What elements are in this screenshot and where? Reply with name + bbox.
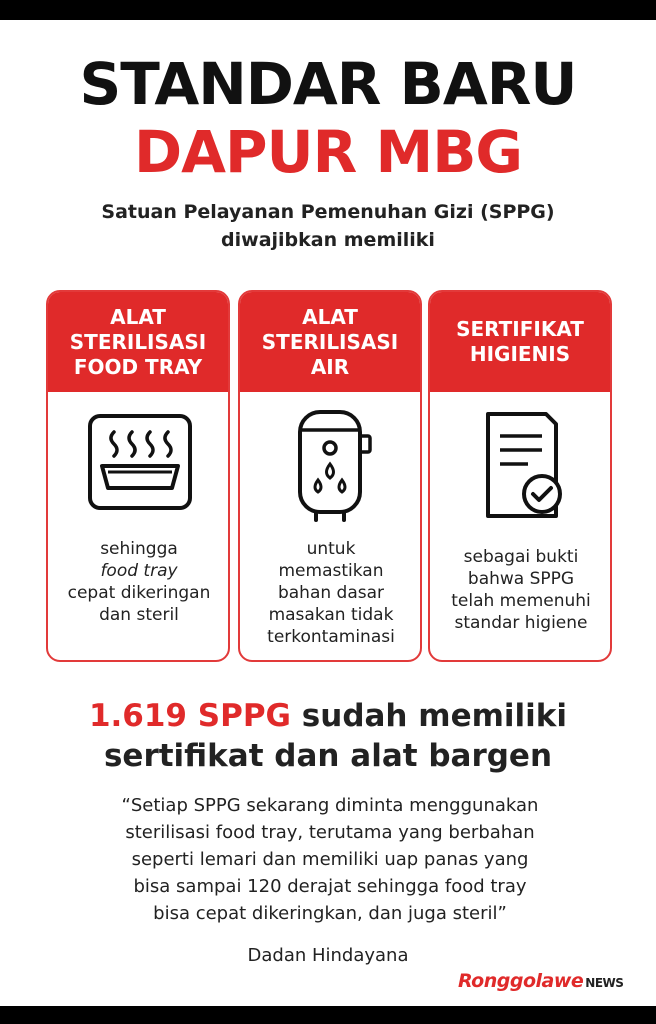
card-text-line: telah memenuhi bbox=[451, 591, 591, 611]
quote-line: bisa cepat dikeringkan, dan juga steril” bbox=[153, 903, 507, 924]
card-text-line: standar higiene bbox=[454, 613, 588, 633]
stat-headline bbox=[0, 696, 656, 776]
card-heading bbox=[430, 292, 610, 392]
quote-line: sterilisasi food tray, terutama yang berbahan bbox=[125, 822, 535, 843]
card-heading bbox=[240, 292, 420, 392]
card-food-tray-sterilizer bbox=[46, 290, 230, 662]
quote-line: seperti lemari dan memiliki uap panas yang bbox=[131, 849, 529, 870]
card-heading bbox=[48, 292, 228, 392]
certificate-icon bbox=[430, 408, 612, 526]
card-text-line: terkontaminasi bbox=[267, 627, 395, 647]
quote-line: bisa sampai 120 derajat sehingga food tray bbox=[133, 876, 527, 897]
stat-highlight: 1.619 SPPG bbox=[88, 698, 291, 734]
oven-icon bbox=[48, 408, 230, 526]
page-title-highlight: DAPUR MBG bbox=[133, 118, 523, 186]
water-sterilizer-icon bbox=[240, 408, 422, 526]
card-text-line: untuk bbox=[306, 539, 356, 559]
card-text-line: masakan tidak bbox=[268, 605, 394, 625]
stat-line-2: sertifikat dan alat bargen bbox=[103, 738, 553, 774]
quote-author: Dadan Hindayana bbox=[247, 945, 409, 966]
brand-suffix: NEWS bbox=[585, 976, 624, 990]
card-text-line: cepat dikeringan bbox=[67, 583, 211, 603]
brand-name: Ronggolawe bbox=[458, 970, 584, 992]
subtitle-line: diwajibkan memiliki bbox=[221, 229, 435, 251]
card-description bbox=[54, 538, 224, 626]
quote bbox=[50, 792, 610, 927]
card-heading-line: FOOD TRAY bbox=[73, 354, 203, 379]
card-text-line: bahwa SPPG bbox=[467, 569, 575, 589]
card-text-line: dan steril bbox=[99, 605, 179, 625]
card-heading-line: STERILISASI bbox=[69, 329, 207, 354]
stat-line bbox=[0, 696, 656, 736]
card-heading-line: ALAT bbox=[110, 304, 166, 329]
page-title: STANDAR BARU bbox=[79, 50, 577, 118]
card-water-sterilizer bbox=[238, 290, 422, 662]
subtitle-line: Satuan Pelayanan Pemenuhan Gizi (SPPG) bbox=[101, 201, 555, 223]
stat-text: sudah memiliki bbox=[301, 698, 568, 734]
bottom-bar bbox=[0, 1006, 656, 1024]
card-text-line: food tray bbox=[100, 561, 178, 581]
card-heading-line: ALAT bbox=[302, 304, 358, 329]
brand-logo bbox=[458, 970, 623, 992]
card-description bbox=[436, 546, 606, 634]
subtitle bbox=[40, 198, 616, 254]
top-bar bbox=[0, 0, 656, 20]
card-text-line: sebagai bukti bbox=[463, 547, 579, 567]
card-text-line: bahan dasar bbox=[277, 583, 385, 603]
card-hygiene-certificate bbox=[428, 290, 612, 662]
quote-line: “Setiap SPPG sekarang diminta menggunakan bbox=[121, 795, 539, 816]
card-heading-line: AIR bbox=[310, 354, 350, 379]
card-heading-line: HIGIENIS bbox=[469, 342, 571, 366]
card-text-line: memastikan bbox=[278, 561, 384, 581]
card-heading-line: STERILISASI bbox=[261, 329, 399, 354]
card-text-line: sehingga bbox=[100, 539, 178, 559]
card-heading-line: SERTIFIKAT bbox=[456, 317, 584, 341]
card-description bbox=[246, 538, 416, 648]
